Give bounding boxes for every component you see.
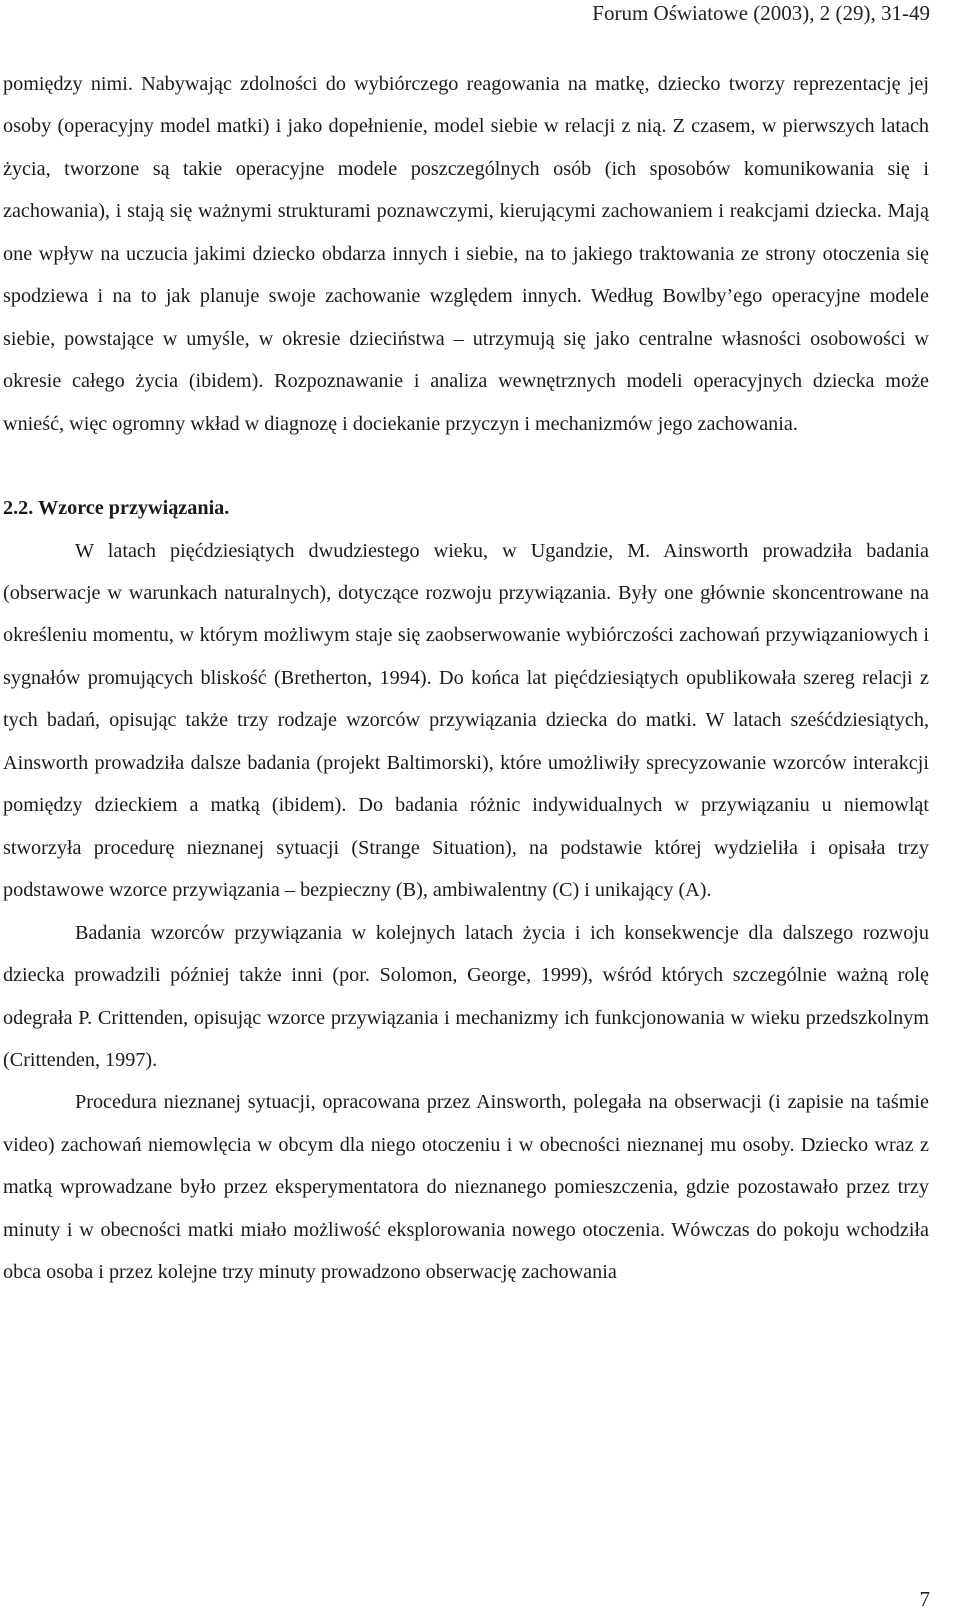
paragraph-ainsworth-research: W latach pięćdziesiątych dwudziestego wieku, w Ugandzie, M. Ainsworth prowadziła badania (obserwacje w warunkach naturalnych), dotyczące rozwoju przywiązania. Były one głównie skoncentrowane na określeniu momentu, w którym możliwym staje się zaobserwowanie wybiórczości zachowań przywiązaniowych i sygnałów promujących bliskość (Bretherton, 1994). Do końca lat pięćdziesiątych opublikowała szereg relacji z tych badań, opisując także trzy rodzaje wzorców przywiązania dziecka do matki. W latach sześćdziesiątych, Ainsworth prowadziła dalsze badania (projekt Baltimorski), które umożliwiły sprecyzowanie wzorców interakcji pomiędzy dzieckiem a matką (ibidem). Do badania różnic indywidualnych w przywiązaniu u niemowląt stworzyła procedurę nieznanej sytuacji (Strange Situation), na podstawie której wydzieliła i opisała trzy podstawowe wzorce przywiązania – bezpieczny (B), ambiwalentny (C) i unikający (A). — [3, 539, 929, 902]
running-header: Forum Oświatowe (2003), 2 (29), 31-49 — [592, 1, 930, 25]
paragraph-strange-situation-procedure: Procedura nieznanej sytuacji, opracowana przez Ainsworth, polegała na obserwacji (i zapisie na taśmie video) zachowań niemowlęcia w obcym dla niego otoczeniu i w obecności nieznanej mu osoby. Dziecko wraz z matką wprowadzane było przez eksperymentatora do nieznanego pomieszczenia, gdzie pozostawało przez trzy minuty i w obecności matki miało możliwość eksplorowania nowego otoczenia. Wówczas do pokoju wchodziła obca osoba i przez kolejne trzy minuty prowadzono obserwację zachowania — [3, 1091, 929, 1284]
body-text — [3, 63, 929, 1294]
section-heading: 2.2. Wzorce przywiązania. — [3, 497, 230, 520]
paragraph-attachment-models: pomiędzy nimi. Nabywając zdolności do wybiórczego reagowania na matkę, dziecko tworzy reprezentację jej osoby (operacyjny model matki) i jako dopełnienie, model siebie w relacji z nią. Z czasem, w pierwszych latach życia, tworzone są takie operacyjne modele poszczególnych osób (ich sposobów komunikowania się i zachowania), i stają się ważnymi strukturami poznawczymi, kierującymi zachowaniem i reakcjami dziecka. Mają one wpływ na uczucia jakimi dziecko obdarza innych i siebie, na to jakiego traktowania ze strony otoczenia się spodziewa i na to jak planuje swoje zachowanie względem innych. Według Bowlby’ego operacyjne modele siebie, powstające w umyśle, w okresie dzieciństwa – utrzymują się jako centralne własności osobowości w okresie całego życia (ibidem). Rozpoznawanie i analiza wewnętrznych modeli operacyjnych dziecka może wnieść, więc ogromny wkład w diagnozę i dociekanie przyczyn i mechanizmów jego zachowania. — [3, 73, 929, 435]
page-number: 7 — [919, 1587, 930, 1611]
paragraph-later-research: Badania wzorców przywiązania w kolejnych latach życia i ich konsekwencje dla dalszego rozwoju dziecka prowadzili później także inni (por. Solomon, George, 1999), wśród których szczególnie ważną rolę odegrała P. Crittenden, opisując wzorce przywiązania i mechanizmy ich funkcjonowania w wieku przedszkolnym (Crittenden, 1997). — [3, 921, 929, 1071]
section-gap — [3, 445, 929, 487]
